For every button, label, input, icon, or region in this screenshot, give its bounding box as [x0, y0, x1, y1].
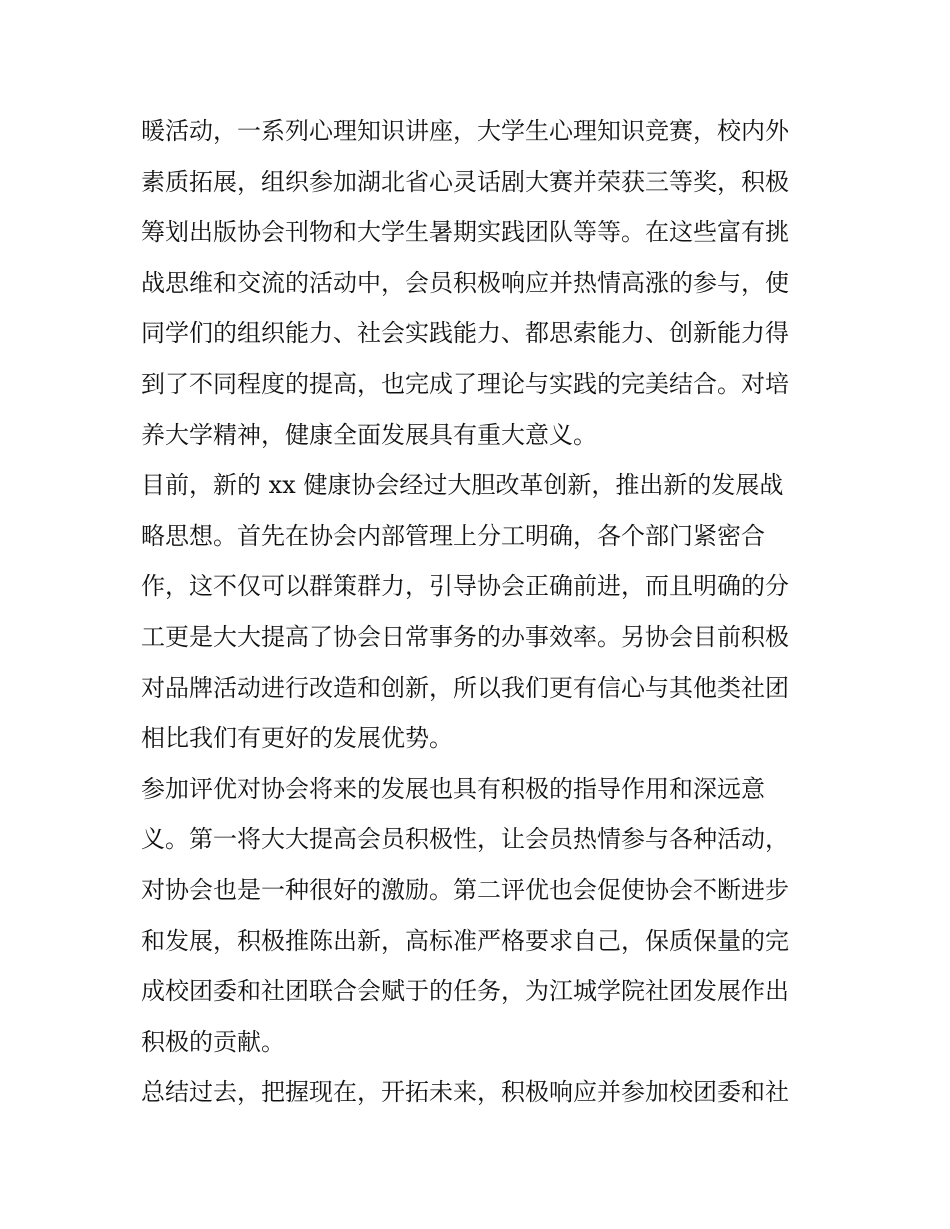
text-line-17: 和发展，积极推陈出新，高标准严格要求自己，保质保量的完 [141, 926, 789, 955]
document-body [141, 106, 821, 1118]
text-line-8: 目前，新的 xx 健康协会经过大胆改革创新，推出新的发展战 [141, 471, 784, 500]
text-line-2: 素质拓展，组织参加湖北省心灵话剧大赛并荣获三等奖，积极 [141, 167, 789, 196]
text-line-13: 相比我们有更好的发展优势。 [141, 724, 453, 753]
text-line-1: 暖活动，一系列心理知识讲座，大学生心理知识竞赛，校内外 [141, 117, 789, 145]
text-line-5: 同学们的组织能力、社会实践能力、都思索能力、创新能力得 [141, 319, 789, 348]
text-line-12: 对品牌活动进行改造和创新，所以我们更有信心与其他类社团 [141, 673, 789, 702]
text-line-7: 养大学精神，健康全面发展具有重大意义。 [141, 420, 597, 449]
text-line-10: 作，这不仅可以群策群力，引导协会正确前进，而且明确的分 [141, 572, 789, 601]
text-line-4: 战思维和交流的活动中，会员积极响应并热情高涨的参与，使 [141, 268, 789, 297]
text-line-15: 义。第一将大大提高会员积极性，让会员热情参与各种活动， [141, 825, 789, 854]
text-line-20: 总结过去，把握现在，开拓未来，积极响应并参加校团委和社 [141, 1078, 789, 1107]
text-line-3: 筹划出版协会刊物和大学生暑期实践团队等等。在这些富有挑 [141, 218, 789, 247]
text-line-16: 对协会也是一种很好的激励。第二评优也会促使协会不断进步 [141, 875, 789, 904]
text-line-14: 参加评优对协会将来的发展也具有积极的指导作用和深远意 [141, 774, 765, 803]
text-line-18: 成校团委和社团联合会赋于的任务，为江城学院社团发展作出 [141, 977, 789, 1006]
text-line-11: 工更是大大提高了协会日常事务的办事效率。另协会目前积极 [141, 622, 789, 651]
text-line-6: 到了不同程度的提高，也完成了理论与实践的完美结合。对培 [141, 369, 789, 398]
text-line-9: 略思想。首先在协会内部管理上分工明确，各个部门紧密合 [141, 521, 765, 550]
text-line-19: 积极的贡献。 [141, 1027, 285, 1056]
